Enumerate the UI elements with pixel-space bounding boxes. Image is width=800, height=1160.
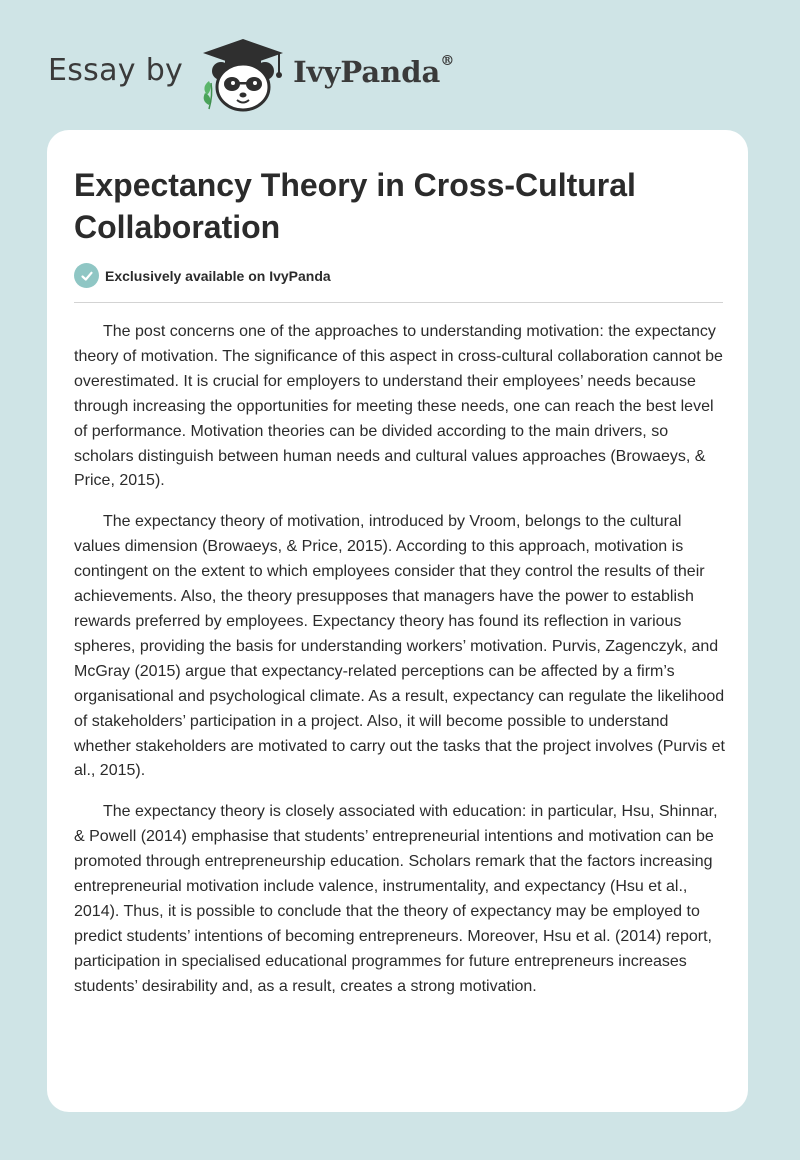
badge-label: Exclusively available on IvyPanda: [105, 267, 331, 284]
panda-graduate-icon: [199, 35, 287, 113]
paragraph: The expectancy theory is closely associated with education: in particular, Hsu, Shinnar, & Powell (2014) emphasise that students’ entrepreneurial intentions and motivation can be promoted through entrepreneurship education. Scholars remark that the factors increasing entrepreneurial motivation include valence, instrumentality, and expectancy (Hsu et al., 2014). Thus, it is possible to conclude that the theory of expectancy may be employed to predict students’ intentions of becoming entrepreneurs. Moreover, Hsu et al. (2014) report, participation in specialised educational programmes for future entrepreneurs increases students’ desirability and, as a result, creates a strong motivation.: [74, 803, 718, 995]
brand-name[interactable]: [293, 55, 454, 89]
page-title: Expectancy Theory in Cross-Cultural Collaboration: [74, 167, 636, 245]
check-circle-icon: [74, 263, 99, 288]
exclusive-badge: [74, 263, 331, 288]
site-header: [48, 34, 454, 114]
essay-by-label: Essay by: [48, 52, 184, 88]
essay-body: [74, 320, 726, 1016]
registered-mark: ®: [440, 53, 455, 69]
brand-label: IvyPanda: [293, 55, 441, 89]
essay-card: [47, 130, 748, 1112]
paragraph: The expectancy theory of motivation, introduced by Vroom, belongs to the cultural values dimension (Browaeys, & Price, 2015). According to this approach, motivation is contingent on the extent to which employees consider that they control the results of their achievements. Also, the theory presupposes that managers have the power to establish rewards preferred by employees. Expectancy theory has found its reflection in various spheres, providing the basis for understanding workers’ motivation. Purvis, Zagenczyk, and McGray (2015) argue that expectancy-related perceptions can be affected by a firm’s organisational and psychological climate. As a result, expectancy can regulate the likelihood of stakeholders’ participation in a project. Also, it will become possible to understand whether stakeholders are motivated to carry out the tasks that the project involves (Purvis et al., 2015).: [74, 513, 725, 780]
divider: [74, 302, 723, 303]
paragraph: The post concerns one of the approaches to understanding motivation: the expectancy theory of motivation. The significance of this aspect in cross-cultural collaboration cannot be overestimated. It is crucial for employers to understand their employees’ needs because through increasing the opportunities for meeting these needs, one can reach the best level of performance. Motivation theories can be divided according to the main drivers, so scholars distinguish between human needs and cultural values approaches (Browaeys, & Price, 2015).: [74, 323, 723, 490]
